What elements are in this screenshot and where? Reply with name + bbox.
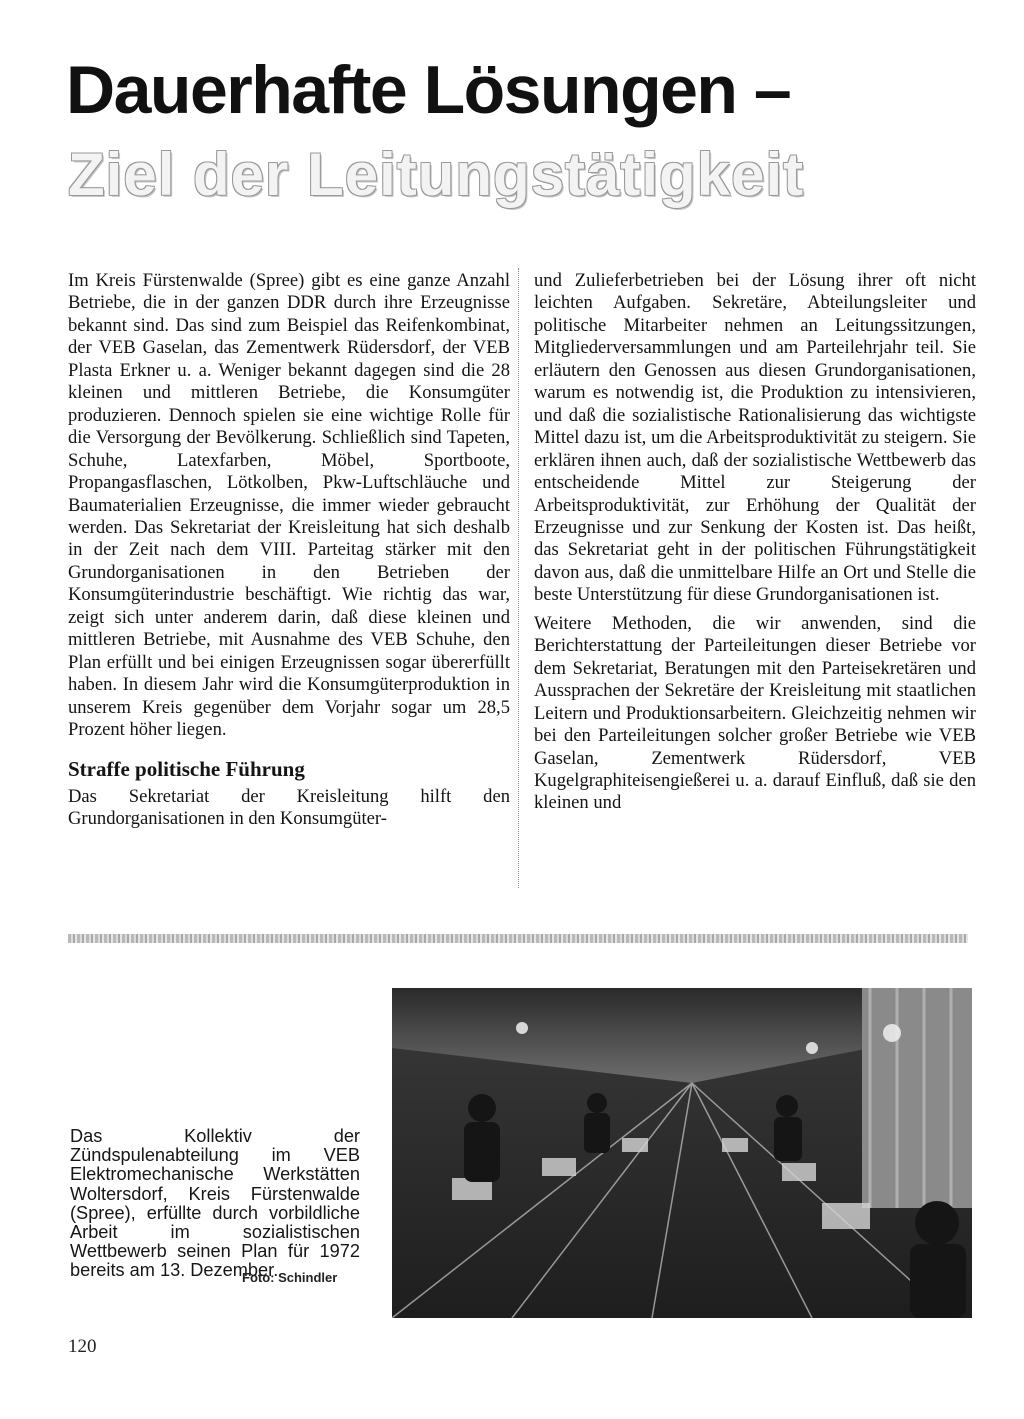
page-number: 120 <box>68 1336 97 1357</box>
left-paragraph-1: Im Kreis Fürstenwalde (Spree) gibt es eine ganze Anzahl Betriebe, die in der ganzen DDR durch ihre Erzeugnisse bekannt sind. Das sind zum Beispiel das Reifenkombinat, der VEB Gaselan, das Zementwerk Rüdersdorf, der VEB Plasta Erkner u. a. Weniger bekannt dagegen sind die 28 kleinen und mittleren Betriebe, die Konsumgüter produzieren. Dennoch spielen sie eine wichtige Rolle für die Versorgung der Bevölkerung. Schließlich sind Tapeten, Schuhe, Latexfarben, Möbel, Sportboote, Propangasflaschen, Lötkolben, Pkw-Luftschläuche und Baumaterialien Erzeugnisse, die immer wieder gebraucht werden. Das Sekretariat der Kreisleitung hat sich deshalb in der Zeit nach dem VIII. Parteitag stärker mit den Grundorganisationen in den Betrieben der Konsumgüterindustrie beschäftigt. Wie richtig das war, zeigt sich unter anderem darin, daß diese kleinen und mittleren Betriebe, mit Ausnahme des VEB Schuhe, den Plan erfüllt und bei einigen Erzeugnissen sogar übererfüllt haben. In diesem Jahr wird die Konsumgüterproduktion in unserem Kreis gegenüber dem Vorjahr sogar um 28,5 Prozent höher liegen. <box>68 270 510 741</box>
section-heading: Straffe politische Führung <box>68 756 305 781</box>
photo-caption: Das Kollektiv der Zündspulenabteilung im VEB Elektromechanische Werkstätten Woltersdorf, Kreis Fürstenwalde (Spree), erfüllte durch vorbildliche Arbeit im sozialistischen Wettbewerb seinen Plan für 1972 bereits am 13. Dezember. <box>70 1126 360 1281</box>
right-paragraph-2: Weitere Methoden, die wir anwenden, sind die Berichterstattung der Parteileitungen dieser Betriebe vor dem Sekretariat, Beratungen mit den Parteisekretären und Aussprachen der Sekretäre der Kreisleitung mit staatlichen Leitern und Produktionsarbeitern. Gleichzeitig nehmen wir bei den Parteileitungen solcher großer Betriebe wie VEB Gaselan, Zementwerk Rüdersdorf, VEB Kugelgraphiteisengießerei u. a. darauf Einfluß, daß sie den kleinen und <box>534 612 976 814</box>
right-paragraph-1: und Zulieferbetrieben bei der Lösung ihrer oft nicht leichten Aufgaben. Sekretäre, Abteilungsleiter und politische Mitarbeiter nehmen an Leitungssitzungen, Mitgliederversammlungen und am Parteilehrjahr teil. Sie erläutern den Genossen aus diesen Grundorganisationen, warum es notwendig ist, die Produktion zu intensivieren, und daß die sozialistische Rationalisierung das wichtigste Mittel dazu ist, um die Arbeitsproduktivität zu steigern. Sie erklären ihnen auch, daß der sozialistische Wettbewerb das entscheidende Mittel zur Steigerung der Arbeitsproduktivität, zur Erhöhung der Qualität der Erzeugnisse und zur Senkung der Kosten ist. Das heißt, das Sekretariat geht in der politischen Führungstätigkeit davon aus, daß die unmittelbare Hilfe an Ort und Stelle die beste Unterstützung für diese Grundorganisationen ist. <box>534 270 976 606</box>
right-column <box>534 270 976 815</box>
article-title: Dauerhafte Lösungen – <box>66 52 791 128</box>
factory-photo-drawing <box>392 988 972 1318</box>
factory-photo <box>392 988 972 1318</box>
left-column <box>68 270 510 830</box>
column-divider <box>518 268 519 888</box>
left-paragraph-2: Das Sekretariat der Kreisleitung hilft den Grundorganisationen in den Konsumgüter- <box>68 785 510 829</box>
decorative-rule <box>68 934 968 943</box>
article-subtitle: Ziel der Leitungstätigkeit <box>68 141 805 208</box>
photo-credit: Foto: Schindler <box>242 1270 338 1285</box>
